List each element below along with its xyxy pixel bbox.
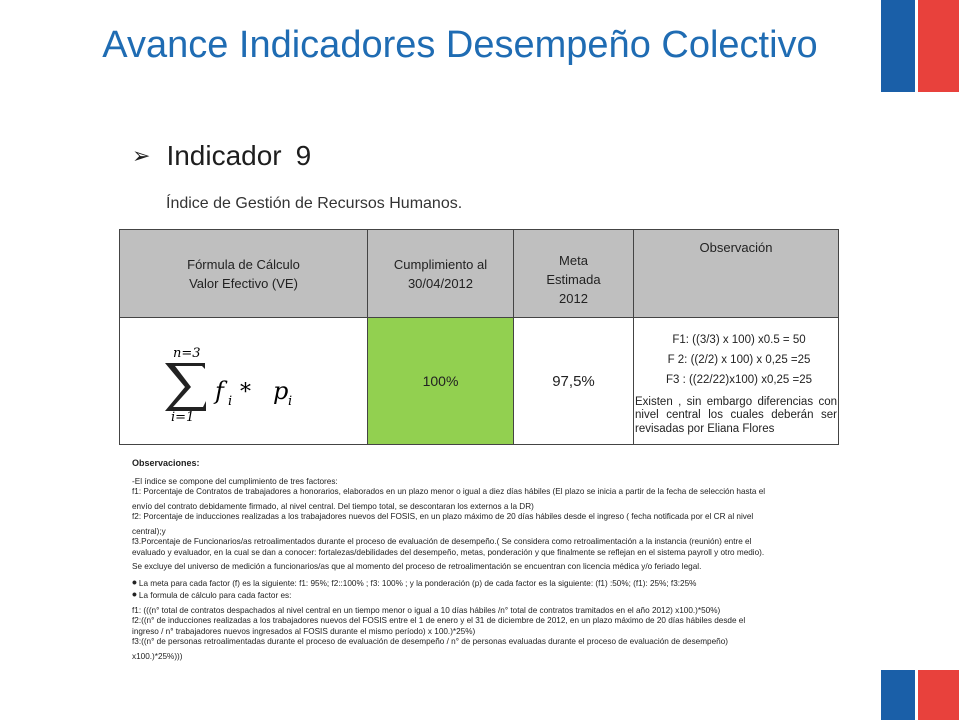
slide-title: Avance Indicadores Desempeño Colectivo [102,24,818,66]
header-goal-line3: 2012 [559,290,588,306]
bullet-note [132,573,852,590]
weight-p: p [272,377,288,405]
note-line: f2: Porcentaje de inducciones realizadas a los trabajadores nuevos del FOSIS, en un plazo máximo de 20 días hábiles desde el ingreso ( fecha notificada por el CR al nivel [132,512,754,521]
bullet-dot-icon: • [132,586,137,602]
flag-red-stripe [918,0,960,92]
note-line: f2:((n° de inducciones realizadas a los trabajadores nuevos del FOSIS entre el 1 de enero y el 31 de diciembre de 2012, en un plazo máximo de 20 días hábiles desde el [132,616,746,625]
note-line: evaluado y evaluador, en la cual se dan a conocer: fortalezas/debilidades del desempeño, metas, ponderación y que finalmente se reflejan en el sistema payroll y otro medio). [132,547,765,557]
bullet-dot-icon: • [132,573,137,590]
sum-upper-limit: n=3 [172,346,201,361]
table-row [120,318,839,445]
note-line: -El índice se compone del cumplimiento de tres factores: [132,476,338,486]
flag-blue-stripe [881,0,915,92]
summation-formula-graphic [159,341,329,421]
note-line: Se excluye del universo de medición a funcionarios/as que al momento del proceso de retroalimentación se encuentran con licencia médica y/o feriado legal. [132,562,702,571]
note-line: f3.Porcentaje de Funcionarios/as retroalimentados durante el proceso de evaluación de desempeño.( Se considera como retroalimentación a la instancia (reunión) entre el [132,537,752,546]
arrow-bullet-icon: ➢ [132,143,151,168]
header-goal [514,230,634,318]
header-compliance-line1: Cumplimiento al [393,256,488,272]
sigma-icon [165,363,206,411]
note-line: f1: (((n° total de contratos despachados al nivel central en un tiempo menor o igual a 10 días hábiles /n° total de contratos tramitados en el año 2012) x100.)*50%) [132,605,721,615]
indicator-table [119,229,839,445]
header-compliance [368,230,514,318]
factor-f: f [214,377,224,405]
factor-line: F 2: ((2/2) x 100) x 0,25 =25 [667,353,811,366]
flag-blue-stripe [881,670,915,720]
note-line: f1: Porcentaje de Contratos de trabajadores a honorarios, elaborados en un plazo menor o igual a diez días hábiles (El plazo se inicia a partir de la fecha de selección hasta el [132,487,766,496]
note-line: central);y [132,526,166,536]
note-line: f3:((n° de personas retroalimentadas durante el proceso de evaluación de desempeño / n° de personas evaluadas durante el proceso de evaluación de desempeño) [132,637,728,646]
factor-f-index: i [227,394,232,409]
note-line: La meta para cada factor (f) es la siguiente: f1: 95%; f2::100% ; f3: 100% ; y la ponderación (p) de cada factor es la siguiente: (f1) :50%; (f1): 25%; f3:25% [138,578,697,588]
weight-p-index: i [287,394,292,409]
note-line: envío del contrato debidamente firmado, al nivel central. Del tiempo total, se descontaran los externos a la DR) [132,501,534,511]
goal-value: 97,5% [514,318,634,445]
header-formula [120,230,368,318]
note-line: ingreso / n° trabajadores nuevos ingresados al FOSIS durante el mismo período) x 100.)*25%) [132,626,476,636]
indicator-description: Índice de Gestión de Recursos Humanos. [166,195,463,212]
bullet-note [132,586,852,602]
flag-decoration-top [881,0,960,92]
header-formula-line1: Fórmula de Cálculo [187,256,300,272]
indicator-heading [132,140,311,172]
summation-formula [121,319,366,443]
times-operator: * [232,380,258,405]
flag-red-stripe [918,670,960,720]
header-compliance-line2: 30/04/2012 [407,275,474,291]
observations-heading: Observaciones: [132,458,200,468]
observation-cell [634,318,839,445]
header-goal-line1: Meta [559,252,588,268]
note-line: x100.)*25%))) [132,651,183,661]
sum-lower-limit: i=1 [170,410,194,421]
observation-note: Existen , sin embargo diferencias con nivel central los cuales deberán ser revisadas por Eliana Flores [635,395,837,435]
observations-section [132,458,852,662]
header-goal-line2: Estimada [546,271,601,287]
factor-line: F3 : ((22/22)x100) x0,25 =25 [665,373,813,386]
factor-calculations [634,324,838,390]
indicator-label: Indicador [166,140,282,171]
table-header-row [120,230,839,318]
indicator-number: 9 [295,140,312,171]
factor-line: F1: ((3/3) x 100) x0.5 = 50 [672,333,806,346]
header-observation: Observación [634,230,839,318]
compliance-value: 100% [368,318,514,445]
header-formula-line2: Valor Efectivo (VE) [189,275,298,291]
flag-decoration-bottom [881,670,960,720]
note-line: La formula de cálculo para cada factor es: [138,591,292,600]
formula-cell [120,318,368,445]
